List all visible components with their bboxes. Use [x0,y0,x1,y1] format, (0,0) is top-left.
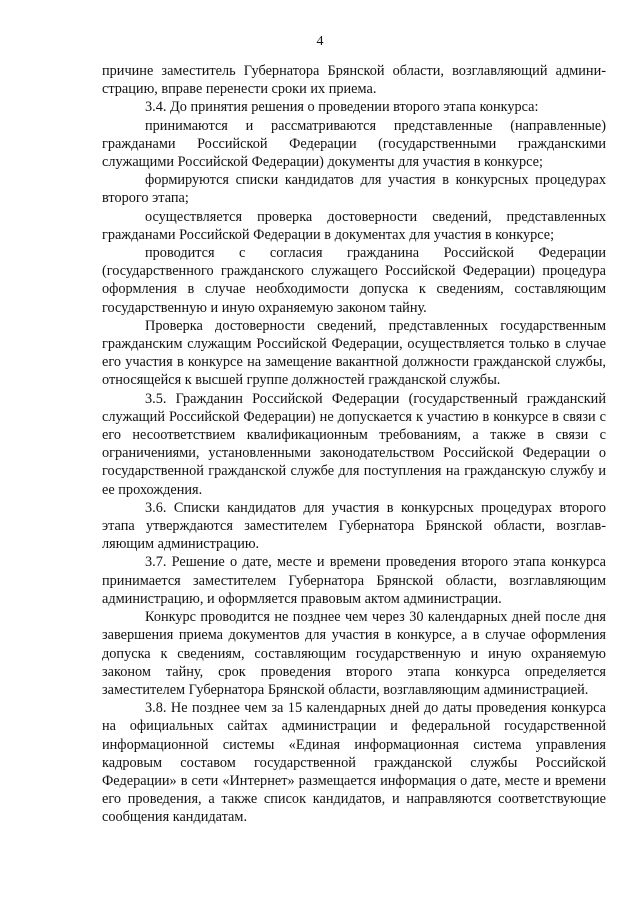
document-body [102,62,606,827]
paragraph-3-4-heading: 3.4. До принятия решения о проведении второго этапа конкурса: [145,99,539,116]
paragraph-3-8: 3.8. Не позднее чем за 15 календарных дней до даты проведения конкурса на официальных сайтах администрации и федеральной государственной информационной системы «Единая информационная система управления кадровым составом государственной гражданской службы Российской Федерации» в сети «Интернет» размещается информация о дате, месте и времени его проведения, а также список кандидатов, и направляются соответствующие сообщения кандидатам. [102,700,606,826]
paragraph-documents-accepted: принимаются и рассматриваются представленные (направленные) гражданами Российской Федерации (государственными гражданскими служащими Российской Федерации) документы для участия в конкурсе; [102,117,606,171]
paragraph-3-7: 3.7. Решение о дате, месте и времени проведения второго этапа конкурса принимается заместителем Губернатора Брянской области, возглавляющим администрацию, и оформляется правовым актом администрации. [102,554,606,607]
paragraph-3-5: 3.5. Гражданин Российской Федерации (государственный гражданский служащий Российской Федерации) не допускается к участию в конкурсе в связи с его несоответствием квалификационным требованиям, а также в связи с ограничениями, установленными законодательством Российской Федерации о государственной гражданской службе для поступления на гражданскую службу и ее прохождения. [102,390,606,498]
paragraph-verification-civil-servant: Проверка достоверности сведений, представленных государственным гражданским служащим Российской Федерации, осуществляется только в случае его участия в конкурсе на замещение вакантной должности гражданской службы, относящейся к высшей группе должностей гражданской службы. [102,317,606,389]
paragraph-continuation: причине заместитель Губернатора Брянской области, возглавляющий администрацию, вправе перенести сроки их приема. [102,63,606,98]
paragraph-candidate-lists-formed: формируются списки кандидатов для участия в конкурсных процедурах второго этапа; [102,172,606,207]
paragraph-verification: осуществляется проверка достоверности сведений, представленных гражданами Российской Федерации в документах для участия в конкурсе; [102,208,606,243]
paragraph-contest-deadline: Конкурс проводится не позднее чем через 30 календарных дней после дня завершения приема документов для участия в конкурсе, а в случае оформления допуска к сведениям, составляющим государственную и иную охраняемую законом тайну, срок проведения второго этапа конкурса определяется заместителем Губернатора Брянской области, возглавляющим администрацией. [102,609,606,698]
page-number: 4 [316,34,324,49]
paragraph-3-6: 3.6. Списки кандидатов для участия в конкурсных процедурах второго этапа утверждаются заместителем Губернатора Брянской области, возглавляющим администрацию. [102,499,606,553]
paragraph-clearance-procedure: проводится с согласия гражданина Российской Федерации (государственного гражданского служащего Российской Федерации) процедура оформления в случае необходимости допуска к сведениям, составляющим государственную и иную охраняемую законом тайну. [102,245,606,316]
